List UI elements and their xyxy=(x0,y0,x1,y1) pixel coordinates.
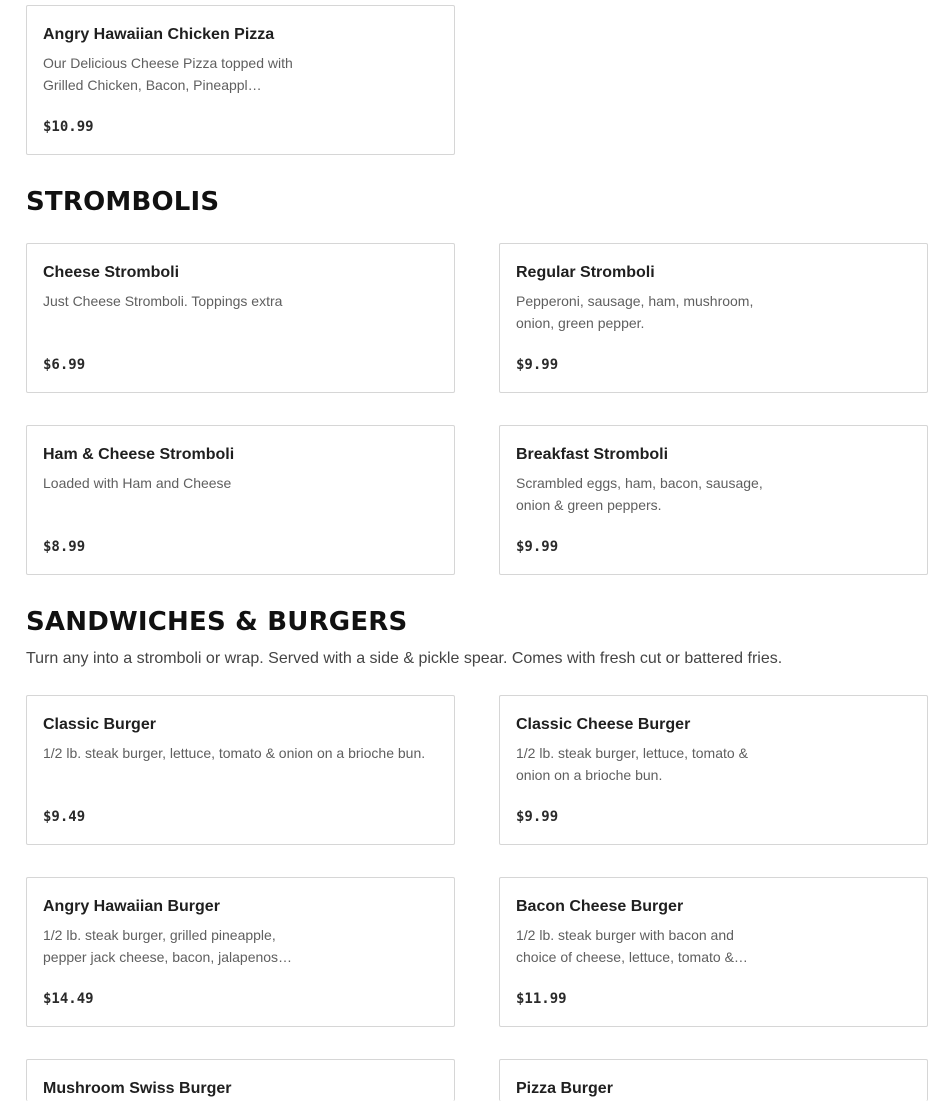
section-title-strombolis: STROMBOLIS xyxy=(26,187,220,217)
menu-item-price: $8.99 xyxy=(43,539,86,555)
menu-item-description: 1/2 lb. steak burger, lettuce, tomato & onion on a brioche bun. xyxy=(43,745,426,761)
menu-item-name: Mushroom Swiss Burger xyxy=(43,1080,232,1097)
menu-item-name: Cheese Stromboli xyxy=(43,264,180,281)
menu-item-card[interactable] xyxy=(499,695,928,845)
menu-item-description: Our Delicious Cheese Pizza topped with Grilled Chicken, Bacon, Pineappl… xyxy=(43,55,293,93)
menu-item-price: $14.49 xyxy=(43,991,94,1007)
menu-item-card[interactable] xyxy=(26,1059,455,1101)
section-title-sandwiches-burgers: SANDWICHES & BURGERS xyxy=(26,607,408,637)
menu-item-description: 1/2 lb. steak burger, grilled pineapple, pepper jack cheese, bacon, jalapenos… xyxy=(43,927,293,965)
menu-item-card[interactable] xyxy=(26,243,455,393)
menu-item-price: $10.99 xyxy=(43,119,94,135)
menu-item-description: 1/2 lb. steak burger with bacon and choice of cheese, lettuce, tomato &… xyxy=(516,927,748,965)
menu-item-name: Bacon Cheese Burger xyxy=(516,898,684,915)
menu-item-description: Pepperoni, sausage, ham, mushroom, onion, green pepper. xyxy=(516,293,754,331)
menu-item-description: 1/2 lb. steak burger, lettuce, tomato & onion on a brioche bun. xyxy=(516,745,748,783)
menu-item-card[interactable] xyxy=(26,5,455,155)
menu-item-card[interactable] xyxy=(499,425,928,575)
menu-item-price: $9.99 xyxy=(516,809,559,825)
menu-item-card[interactable] xyxy=(499,1059,928,1101)
menu-item-card[interactable] xyxy=(26,695,455,845)
menu-item-name: Classic Burger xyxy=(43,716,156,733)
menu-item-price: $9.99 xyxy=(516,539,559,555)
menu-item-card[interactable] xyxy=(499,243,928,393)
menu-item-name: Angry Hawaiian Chicken Pizza xyxy=(43,26,275,43)
menu-item-card[interactable] xyxy=(26,425,455,575)
menu-item-card[interactable] xyxy=(26,877,455,1027)
menu-item-description: Scrambled eggs, ham, bacon, sausage, onion & green peppers. xyxy=(516,475,763,513)
menu-item-name: Classic Cheese Burger xyxy=(516,716,691,733)
menu-item-price: $6.99 xyxy=(43,357,86,373)
menu-item-card[interactable] xyxy=(499,877,928,1027)
menu-item-description: Just Cheese Stromboli. Toppings extra xyxy=(43,293,283,309)
menu-item-price: $11.99 xyxy=(516,991,567,1007)
menu-item-name: Angry Hawaiian Burger xyxy=(43,898,220,915)
menu-item-name: Breakfast Stromboli xyxy=(516,446,669,463)
menu-item-price: $9.99 xyxy=(516,357,559,373)
menu-item-name: Pizza Burger xyxy=(516,1080,613,1097)
menu-item-description: Loaded with Ham and Cheese xyxy=(43,475,232,491)
menu-item-price: $9.49 xyxy=(43,809,86,825)
section-description: Turn any into a stromboli or wrap. Served with a side & pickle spear. Comes with fresh cut or battered fries. xyxy=(26,650,783,667)
menu-item-name: Regular Stromboli xyxy=(516,264,655,281)
menu-item-name: Ham & Cheese Stromboli xyxy=(43,446,235,463)
